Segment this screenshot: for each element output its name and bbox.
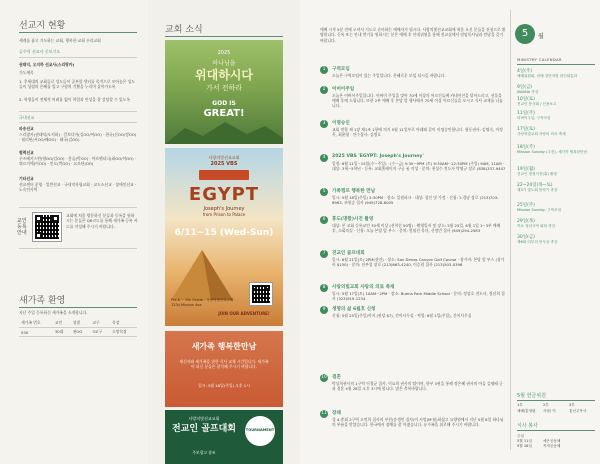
item-title: 결혼: [332, 375, 341, 380]
registration-qr-code[interactable]: [32, 212, 62, 242]
table-header-row: [19, 319, 137, 328]
offering-val: 사랑/ 이: [543, 409, 556, 413]
poster-tagline: from Prison to Palace: [202, 212, 246, 217]
calendar-text: 목요 청년사역 회복 종강: [517, 224, 556, 228]
item-body: 오늘은 구역모임이 있는 주일입니다. 은혜로운 모임 되시길 바랍니다.: [332, 73, 446, 78]
calendar-text: 어버이주일, 구역모임: [517, 116, 551, 120]
poster-join: JOIN OUR ADVENTURE!: [218, 311, 270, 316]
calendar-date: 22~24일(목~토): [517, 183, 553, 188]
month-badge: 5: [515, 24, 535, 44]
meal-col: 5월 11일: [517, 439, 532, 443]
calendar-title: MINISTRY CALENDAR: [517, 57, 562, 62]
item-number: 7: [320, 250, 328, 258]
calendar-text: 예배위원회, 선배 강단지원 한인회통과: [517, 74, 578, 78]
poster-date: 6/11~15 (Wed-Sun): [174, 228, 274, 238]
offering-col: 3부: [569, 403, 575, 407]
sent-mission-text: 스리랑카(권태익/오지하) · 캄보디아(김OO/이OO) · 한국(신OO/정OO) · 필리핀(서OO/배OO) · 태국(김OO): [19, 132, 137, 143]
item-number: 9: [320, 306, 328, 314]
item-number: 4: [320, 154, 328, 162]
announcement-intro: 예배 시작 5분 전에 오셔서 기도로 준비하는 예배자가 됩시다. 사랑의빛선교교회에 처음 오신 분들을 진심으로 환영합니다. 등록 또는 안내 받기를 원하시는 분은 예배 후 안내위원을 통해 친교실에서 담임목사님과 만남을 갖기 바랍니다.: [320, 27, 506, 43]
mountain-graphic: [165, 118, 283, 144]
calendar-text: 제6회 어부의 봉사상 종강: [517, 240, 558, 244]
divider: [19, 248, 137, 249]
calendar-text: 제3기 빛노회 봄학기 종강: [517, 188, 558, 192]
item-title: 휴도(명함)사진 촬영: [332, 217, 374, 222]
calendar-date: 4일(주): [517, 69, 533, 74]
item-title: 어버이주일: [332, 87, 355, 92]
worship-poster: [165, 40, 283, 144]
item-body: 박상희권사의 1구역 이경균 집사, 이요희 권사의 딸이며, 한부 3권을 통해 정은혜 권사의 아들 김평배 군과 결혼 4월 28일 오후 3시에 합니다. 많은 축복바랍니다.: [332, 381, 503, 392]
item-number: 10: [321, 375, 327, 380]
calendar-text: 전교인 영정사진(휴) 촬영: [517, 172, 557, 176]
calendar-entry: [517, 234, 595, 245]
item-body: 대상: 본 교회 등록교인 70세 이상 (선착순 50명) · 촬영일자 및 장소: 5월 25일, 6월 1일 1~3부 예배 후, 소회의실 · 신청: 오늘 본당 앞 부스 · 문의: 엄필진 목사, 신정민 집사 (949)294-2563: [332, 223, 501, 234]
offering-rule: [517, 400, 595, 401]
meal-title: 식사 봉사: [517, 423, 538, 429]
newcomer-intro: 지난 주일 등록하신 새가족을 소개합니다.: [19, 310, 88, 315]
table-header: 세가족 번호: [19, 319, 53, 328]
poster-headline: 위대하시다: [195, 68, 253, 82]
divider: [19, 57, 137, 58]
meal-row: [517, 444, 595, 449]
item-body: 일시: 5월 17일(토) 10AM~2PM · 장소: Buena Park Middle School · 문의: 정상호 전도사, 정선희 집사 (323)919-1234: [332, 291, 505, 302]
church-news-title: 교회 소식: [165, 25, 203, 35]
calendar-entry: [517, 68, 595, 79]
golf-poster: [165, 410, 283, 464]
table-cell: 30대: [53, 328, 71, 337]
offering-col: 1부: [517, 403, 523, 407]
calendar-entry: [517, 166, 595, 177]
table-cell: 030: [19, 328, 53, 337]
item-body: 일정: 6월 11일~15일(수~주일) · (수~금) 5:30~9PM (토) 9:30AM~12:30PM (주일) 9AM, 11AM · 대상: 3세~5학년 · 등록: 교회홈페이지 구글 폼 작성 · 문의: 천성수 전도사 박영규 장로 (838)337-9447: [332, 161, 506, 172]
table-header: 교인: [53, 319, 71, 328]
offering-val: 예배/홍영림: [517, 409, 536, 413]
calendar-date: 19일(월): [517, 167, 535, 172]
title-rule: [165, 36, 283, 37]
column-divider: [510, 10, 511, 450]
middle-page: [148, 0, 300, 464]
meal-col: 주일: [517, 434, 524, 438]
calendar-text: Mission Sunday, 구역모임: [517, 208, 562, 212]
item-body: 신청: 5월 25일(주일)까지 (권당 $7), 간이사무실 · 픽업: 6월 1일(주일), 간이사무실: [332, 313, 472, 318]
offering-val: 홍선주목사: [569, 409, 587, 413]
newcomer-table: [19, 319, 137, 337]
item-title: 가족캠프 행복한 만남: [332, 189, 376, 194]
qr-corner: [52, 215, 59, 222]
poster-line: GREAT!: [203, 108, 245, 119]
vbs-poster: [165, 148, 283, 326]
poster-text: 새신자와 새가족을 위한 식사 교제 시간입니다. 새가족이 되신 분들은 참석해 주시기 바랍니다.: [179, 359, 269, 369]
calendar-entry: [517, 126, 595, 137]
poster-main-title: EGYPT: [188, 184, 260, 205]
poster-line: 가서 전하라: [205, 84, 243, 92]
table-header: 성별: [71, 319, 91, 328]
support-mission-label: 협력선교: [19, 150, 34, 155]
calendar-entry: [517, 96, 595, 107]
table-header: 목장: [110, 319, 137, 328]
right-page: [300, 0, 600, 464]
calendar-text: Mission Sunday (주전), 새가족 행복한만남: [517, 150, 587, 154]
item-title: 2025 VBS 'EGYPT: Joseph's Journey': [332, 154, 424, 159]
calendar-date: 11일(주): [517, 111, 535, 116]
other-mission-label: 기타선교: [19, 176, 34, 181]
table-cell: 소망목장: [110, 328, 137, 337]
table-cell: 3교구: [90, 328, 110, 337]
calendar-text: 사랑의빛교회 사랑의 의료 축제: [517, 132, 566, 136]
item-body: 오늘은 어버이주일입니다. 어버이 주일을 맞아 70세 이상의 어르신들께 카네이션을 달아드리고, 선물을 예배 후에 드립니다. 또한 2부 예배 후 본당 앞 행사에서 70세 이상 어르신들을 모시고 식사 교제를 나눕니다.: [332, 93, 503, 109]
qr-corner: [35, 215, 42, 222]
item-title: 전교인 골프대회: [332, 251, 365, 256]
qr-corner: [35, 232, 42, 239]
prayer-item-1: 1. 후세대의 교회들로 성도들이 공부할 센터를 목적으로 모아놓은 성도들이 성령의 은혜를 입고 구원의 기쁨을 누리며 살아가도록: [19, 79, 135, 90]
calendar-date: 17일(토): [517, 127, 535, 132]
divider: [19, 111, 137, 112]
qr-corner: [265, 285, 270, 290]
item-body: 교회 연합 제 1장 제1조 1항에 의거 5월 11일부로 아래와 같이 이명승인합니다. 협동권사: 김명숙, 이정옥, 최윤영 · 안수집사: 김병호: [332, 127, 503, 138]
item-title: 이명승인: [332, 121, 350, 126]
offering-value-row: [517, 409, 595, 414]
poster-sub: 주보광고 참조: [192, 450, 216, 455]
item-number: 11: [321, 411, 327, 416]
meal-col: 5월 18일: [517, 444, 532, 448]
registration-text: 교회에 처음 방문하신 분들과 등록을 원하시는 분들은 QR코드를 통해 새가족 등록 카드를 작성해 주시기 바랍니다.: [66, 213, 138, 229]
poster-line: GOD IS: [212, 100, 236, 107]
newcomer-section-title: 새가족 환영: [19, 296, 66, 306]
meal-val: 목자공동체: [543, 444, 561, 448]
calendar-date: 18일(주): [517, 145, 535, 150]
mission-section-title: 선교지 현황: [19, 21, 66, 31]
title-rule: [19, 307, 137, 308]
item-body: 성 4-총회 2구역 오민희 집사의 부친(송생민 집사)이 사망(M'월)하셨고 요양원에서 지난 5월 8일 하나님의 부름을 받았습니다. 한국에서 장례를 잘 마쳤습니다. 유가족을 위로해 주시기 바랍니다.: [332, 417, 504, 428]
calendar-date: 29일(목): [517, 219, 535, 224]
poster-title: 새가족 행복한만남: [191, 342, 257, 351]
item-number: 5: [320, 188, 328, 196]
domestic-section-label: 국내선교: [19, 115, 35, 120]
other-mission-text: 선교센터 운영 · 일반선교 · 국내미자립교회 · 교도소선교 · 장애인선교 · 노숙인사역: [19, 182, 137, 193]
meal-val: 예은공동체: [543, 439, 561, 443]
item-title: 생명의 삶 6월호 신청: [332, 307, 376, 312]
item-body: 일시: 5월 18일(주일) 5:30PM · 장소: 일원파크 · 대상: 성인 및 가정 · 신청: 노경남 장로 (213)703-6963, 조원승 집사 (949)728-8005: [332, 195, 499, 206]
calendar-date: 9일(금): [517, 85, 533, 90]
item-number: 2: [320, 86, 328, 94]
registration-label: 교인 등록 안내: [17, 218, 27, 236]
calendar-entry: [517, 218, 595, 229]
calendar-entry: [517, 144, 595, 155]
offering-col: 2부: [543, 403, 549, 407]
item-body: 일시: 6월 21일(토) 2PM(샷건) · 장소: San Dimas Canyon Golf Course · 참가비: 본당 앞 부스 (참가비 $150) · 문의: 선부성 장로 (213)663-4240, 이승림 집사 (213)503-0396: [332, 257, 505, 268]
vbs-qr-code[interactable]: [249, 282, 273, 306]
item-number: 3: [320, 120, 328, 128]
item-number: 8: [320, 284, 328, 292]
support-mission-text: 우즈베키스탄(양OO/김OO) · 몽골(박OO) · 아르헨티나(최OO/이OO) · 튀르키예(이OO) · 인도(박OO) · 요르단(OO): [19, 156, 137, 167]
left-page: [0, 0, 148, 464]
meal-table: [517, 434, 595, 458]
divider: [19, 207, 137, 208]
poster-title: 전교인 골프대회: [172, 424, 236, 434]
item-number: 1: [320, 66, 328, 74]
table-cell: 권OO: [71, 328, 91, 337]
mission-intro: 세계를 품고 기도하는 교회, 행복한 교회 우리교회: [19, 38, 101, 43]
banner-graphic: [199, 168, 249, 182]
prayer-title: 기도제목: [19, 70, 34, 75]
mission-label: 공주력 선교사 중보기도: [19, 49, 61, 54]
poster-church: 사랑의빛선교교회: [208, 155, 240, 160]
item-title: 장례: [332, 411, 341, 416]
item-number: 6: [320, 216, 328, 224]
table-header: 교구: [90, 319, 110, 328]
calendar-date: 25일(주): [517, 203, 535, 208]
item-title: 구역모임: [332, 67, 350, 72]
poster-sub: 2025 VBS: [210, 161, 238, 167]
poster-badge: TOURNAMENT: [245, 428, 275, 432]
offering-title: 5월 헌금위원: [517, 393, 546, 399]
title-rule: [19, 32, 137, 33]
calendar-text: AWANA 종강: [517, 90, 539, 94]
qr-corner: [252, 285, 257, 290]
mission-name: 권태익, 오지하 선교사(스리랑카): [19, 62, 75, 67]
poster-church: 사랑의빛선교교회: [188, 416, 220, 421]
prayer-item-2: 2. 학생들이 전체적 어려움 없이 학업과 인성을 잘 감당할 수 있도록: [19, 97, 131, 102]
month-label: 월: [538, 33, 544, 40]
calendar-text: 전교인 봉사회 / 신용보고: [517, 102, 557, 106]
calendar-entry: [517, 202, 595, 213]
calendar-date: 30일(금): [517, 235, 535, 240]
poster-line: 하나님을: [212, 60, 236, 67]
calendar-entry: [517, 182, 595, 193]
poster-year: 2025: [217, 50, 231, 56]
calendar-rule: [517, 64, 595, 65]
item-title: 사랑의빛교회 사랑의 의료 축제: [332, 285, 395, 290]
pyramid-graphic: [171, 244, 233, 300]
poster-info: Pre-K ~ 5th Grade · 사랑의빛선교교회 · 1234 Mission Ave.: [171, 298, 236, 307]
calendar-date: 10일(토): [517, 97, 535, 102]
table-row: [19, 328, 137, 337]
poster-date: 일시: 5월 18일(주일) 오후 1시: [198, 383, 250, 388]
divider: [19, 122, 137, 123]
sent-mission-label: 파송선교: [19, 126, 34, 131]
calendar-entry: [517, 110, 595, 121]
poster-tagline: Joseph's Journey: [203, 206, 245, 212]
offering-header-row: [517, 403, 595, 408]
calendar-entry: [517, 84, 595, 95]
newcomer-poster: [165, 331, 283, 407]
meal-rule: [517, 430, 595, 431]
